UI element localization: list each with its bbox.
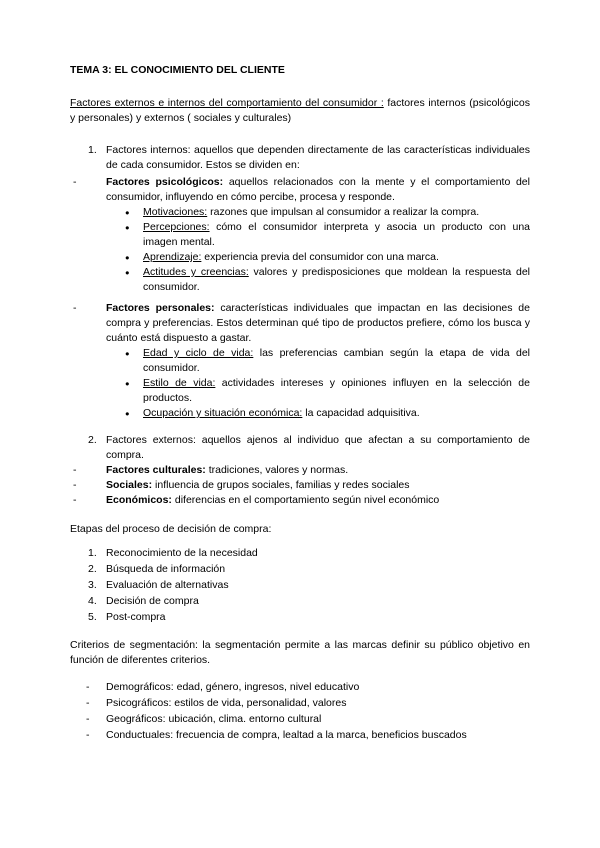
criterio-item-conductuales [70, 728, 530, 743]
dash-marker: - [86, 713, 90, 725]
bullet-marker: ● [125, 409, 130, 418]
list-item-text [106, 493, 530, 508]
list-item-text [106, 175, 530, 205]
list-item-text: Conductuales: frecuencia de compra, lealtad a la marca, beneficios buscados [106, 729, 467, 741]
list-item-economicos [70, 493, 530, 508]
etapas-list [70, 546, 530, 625]
intro-underlined-text: Factores externos e internos del comportamiento del consumidor : [70, 97, 384, 109]
bullet-item-actitudes [70, 265, 530, 295]
list-item-text [106, 301, 530, 346]
etapa-item [70, 594, 530, 609]
item-rest: las preferencias cambian según la etapa de vida del consumidor. [143, 347, 531, 374]
list-item-text: Evaluación de alternativas [106, 579, 229, 591]
item-rest: experiencia previa del consumidor con una marca. [201, 251, 439, 263]
intro-paragraph [70, 96, 530, 126]
list-number-marker: 5. [88, 611, 97, 623]
criterio-item-psicograficos [70, 696, 530, 711]
item-rest: razones que impulsan al consumidor a realizar la compra. [207, 206, 480, 218]
bold-lead: Sociales: [106, 479, 153, 491]
list-item-text: Factores internos: aquellos que dependen directamente de las características individuales de cada consumidor. Estos se dividen en: [106, 144, 530, 171]
bullet-text [143, 205, 530, 220]
underlined-lead: Aprendizaje: [143, 251, 202, 263]
dash-marker: - [86, 697, 90, 709]
list-item-text: Reconocimiento de la necesidad [106, 547, 258, 559]
list-item-text: Geográficos: ubicación, clima. entorno cultural [106, 713, 322, 725]
underlined-lead: Motivaciones: [143, 206, 208, 218]
underlined-lead: Actitudes y creencias: [143, 266, 249, 278]
dash-marker: - [73, 494, 77, 506]
bullet-text [143, 220, 530, 250]
dash-marker: - [73, 464, 77, 476]
bullet-item-percepciones [70, 220, 530, 250]
dash-marker: - [86, 729, 90, 741]
list-item-factores-externos [70, 433, 530, 463]
dash-marker: - [73, 479, 77, 491]
list-item-text: Post-compra [106, 611, 166, 623]
bold-lead: Factores personales: [106, 302, 215, 314]
bullet-marker: ● [125, 253, 130, 262]
document-title: TEMA 3: EL CONOCIMIENTO DEL CLIENTE [70, 64, 285, 76]
underlined-lead: Percepciones: [143, 221, 210, 233]
underlined-lead: Estilo de vida: [143, 377, 216, 389]
criterio-item-demograficos [70, 680, 530, 695]
dash-marker: - [73, 176, 77, 188]
list-item-culturales [70, 463, 530, 478]
list-number-marker: 1. [88, 144, 97, 156]
etapas-heading: Etapas del proceso de decisión de compra: [70, 523, 272, 535]
item-rest: tradiciones, valores y normas. [205, 464, 349, 476]
item-rest: actividades intereses y opiniones influyen en la selección de productos. [143, 377, 530, 404]
list-item-text [106, 478, 530, 493]
bullet-text [143, 265, 530, 295]
list-item-factores-personales [70, 301, 530, 346]
list-number-marker: 2. [88, 563, 97, 575]
list-item-text: Búsqueda de información [106, 563, 226, 575]
dash-marker: - [86, 681, 90, 693]
bullet-marker: ● [125, 223, 130, 232]
etapa-item [70, 562, 530, 577]
list-item-text: Psicográficos: estilos de vida, personalidad, valores [106, 697, 347, 709]
bullet-marker: ● [125, 208, 130, 217]
list-item-text: Decisión de compra [106, 595, 199, 607]
item-rest: valores y predisposiciones que moldean la respuesta del consumidor. [143, 266, 530, 293]
etapa-item [70, 578, 530, 593]
bullet-item-motivaciones [70, 205, 530, 220]
bullet-text [143, 250, 530, 265]
list-number-marker: 3. [88, 579, 97, 591]
intro-rest-text: factores internos (psicológicos y personales) y externos ( sociales y culturales) [70, 97, 530, 124]
list-number-marker: 4. [88, 595, 97, 607]
underlined-lead: Edad y ciclo de vida: [143, 347, 254, 359]
bullet-item-estilo [70, 376, 530, 406]
etapa-item [70, 546, 530, 561]
item-rest: influencia de grupos sociales, familias y redes sociales [152, 479, 410, 491]
segmentacion-list [70, 680, 530, 743]
bullet-marker: ● [125, 268, 130, 277]
bullet-item-ocupacion [70, 406, 530, 421]
bullet-text [143, 376, 530, 406]
bullet-text [143, 346, 530, 376]
criterio-item-geograficos [70, 712, 530, 727]
bold-lead: Factores culturales: [106, 464, 206, 476]
segmentacion-heading: Criterios de segmentación: la segmentación permite a las marcas definir su público objetivo en función de diferentes criterios. [70, 639, 530, 666]
list-item-factores-internos [70, 143, 530, 173]
item-rest: la capacidad adquisitiva. [302, 407, 420, 419]
bullet-item-edad [70, 346, 530, 376]
bold-lead: Factores psicológicos: [106, 176, 224, 188]
bullet-text [143, 406, 530, 421]
bullet-item-aprendizaje [70, 250, 530, 265]
underlined-lead: Ocupación y situación económica: [143, 407, 303, 419]
list-item-sociales [70, 478, 530, 493]
list-item-text: Demográficos: edad, género, ingresos, nivel educativo [106, 681, 360, 693]
dash-marker: - [73, 302, 77, 314]
bold-lead: Económicos: [106, 494, 172, 506]
item-rest: características individuales que impactan en las decisiones de compra y preferencias. Estos determinan qué tipo de productos prefiere, cómo los busca y cuánto está dispuesto a gastar. [106, 302, 530, 344]
etapa-item [70, 610, 530, 625]
item-rest: aquellos relacionados con la mente y el comportamiento del consumidor, influyendo en cómo percibe, procesa y responde. [106, 176, 530, 203]
item-rest: cómo el consumidor interpreta y asocia un producto con una imagen mental. [143, 221, 530, 248]
list-item-text [106, 463, 530, 478]
list-number-marker: 1. [88, 547, 97, 559]
item-rest: diferencias en el comportamiento según nivel económico [171, 494, 440, 506]
list-number-marker: 2. [88, 434, 97, 446]
list-item-text: Factores externos: aquellos ajenos al individuo que afectan a su comportamiento de compra. [106, 434, 530, 461]
bullet-marker: ● [125, 379, 130, 388]
bullet-marker: ● [125, 349, 130, 358]
list-item-factores-psicologicos [70, 175, 530, 205]
